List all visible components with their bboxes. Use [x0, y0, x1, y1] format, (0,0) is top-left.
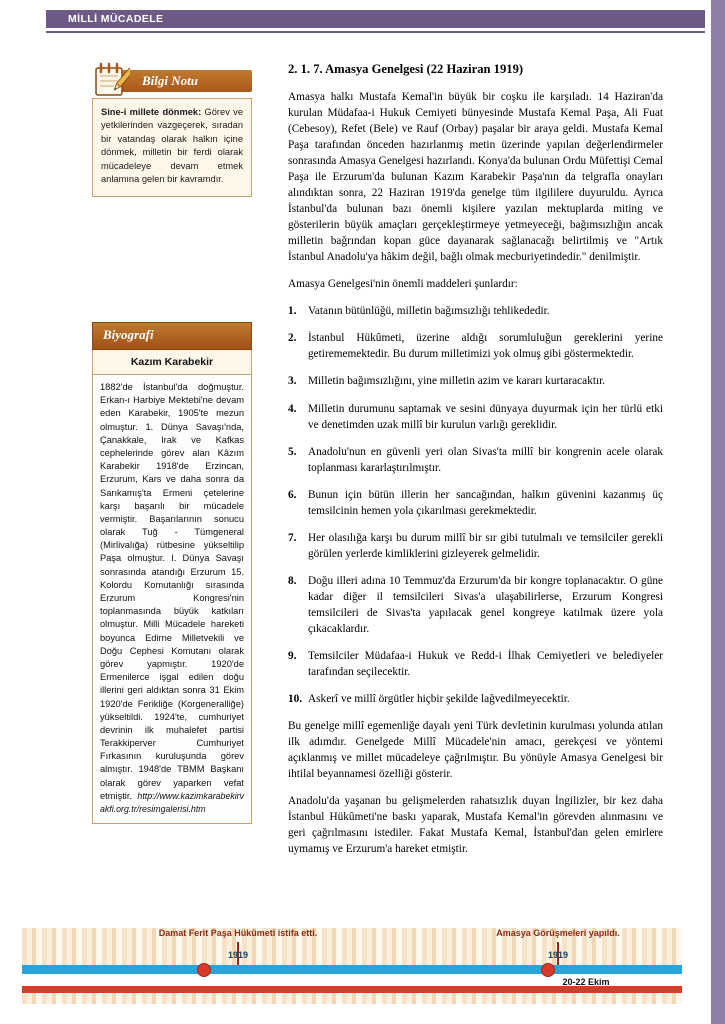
section-title: 2. 1. 7. Amasya Genelgesi (22 Haziran 1919) [288, 62, 524, 76]
notepad-pencil-icon [92, 62, 130, 98]
list-item-text: İstanbul Hükûmeti, üzerine aldığı sorumluluğun gereklerini yerine getirememektedir. Bu durum milletimizi yok olmuş gibi göstermektedir. [308, 332, 663, 361]
biyografi-box [92, 322, 252, 824]
biyografi-header [92, 322, 252, 350]
list-item [288, 303, 663, 319]
biyografi-body [92, 374, 252, 824]
list-item [288, 573, 663, 637]
timeline-event-label: Damat Ferit Paşa Hükûmeti istifa etti. [158, 928, 318, 938]
paragraph-2: Amasya Genelgesi'nin önemli maddeleri şunlardır: [288, 278, 518, 291]
biyografi-heading: Biyografi [103, 327, 154, 342]
timeline-event [0, 900, 725, 1024]
bilgi-notu-term: Sine-i millete dönmek: [101, 107, 202, 117]
bilgi-notu-text: Görev ve yetkilerinden vazgeçerek, sıradan bir vatandaş olarak halkın içine dönmek, milletin bir ferdi olarak mücadeleye devam etmek anlamına gelen bir kavramdır. [101, 107, 243, 185]
bilgi-notu-header [92, 62, 252, 98]
bilgi-notu-body [92, 98, 252, 197]
left-column [92, 62, 252, 197]
main-column [288, 62, 663, 868]
genelge-items-list [288, 303, 663, 707]
timeline-event-label: Amasya Görüşmeleri yapıldı. [496, 928, 620, 938]
paragraph-3: Bu genelge millî egemenliğe dayalı yeni Türk devletinin kurulması yolunda atılan ilk adımdır. Genelgede Millî Mücadele'nin amacı, gerekçesi ve yöntemi açıklanmış ve millet mücadeleye çağrılmıştır. Bu yönüyle Amasya Genelgesi bir ihtilal beyannamesi özelliği gösterir. [288, 719, 663, 781]
list-item-number: 3. [288, 375, 297, 388]
list-item [288, 373, 663, 389]
biyografi-person-name: Kazım Karabekir [92, 350, 252, 374]
list-item-number: 6. [288, 488, 297, 501]
list-item-text: Vatanın bütünlüğü, milletin bağımsızlığı tehlikededir. [308, 305, 550, 318]
list-item-text: Milletin durumunu saptamak ve sesini dünyaya duyurmak için her türlü etki ve denetimden uzak millî bir kurulun varlığı gereklidir. [308, 402, 663, 431]
timeline [0, 900, 725, 1024]
bilgi-notu-box [92, 62, 252, 197]
bilgi-notu-ribbon [122, 70, 252, 92]
list-item-number: 7. [288, 531, 297, 544]
list-item-text: Doğu illeri adına 10 Temmuz'da Erzurum'da bir kongre toplanacaktır. O güne kadar diğer il temsilcileri Sivas'a ulaşabilirlerse, Erzurum Kongresi temsilcileri de Sivas'ta yapılacak genel kongreye katılmak üzere yola çıkacaklardır. [308, 574, 663, 635]
paragraph-1: Amasya halkı Mustafa Kemal'in büyük bir coşku ile karşıladı. 14 Haziran'da kurulan Müdafaa-i Hukuk Cemiyeti bünyesinde Mustafa Kemal Paşa, Ali Fuat (Cebesoy), Refet (Bele) ve Rauf (Orbay) paşalar bir araya geldi. Mustafa Kemal Paşa tarafından önceden hazırlanmış metin üzerinde yapılan değerlendirmeler sonrasında Amasya Genelgesi hazırlandı. Konya'da bulunan Ordu Müfettişi Cemal Paşa ile Erzurum'da bulunan Kazım Karabekir Paşa'nın da telgrafla onayları alındıktan sonra, 22 Haziran 1919'da genelge tüm ilgililere duyuruldu. Ayrıca İstanbul'da bulunan bazı önemli kişilere yazılan mektuplarda miting ve gösterilerin büyük amaçları gerçekleştirmeye yetmeyeceği, bağımsızlığın ancak milletin bağrından kopan güce dayanarak sağlanacağı belirtilmiş ve "Artık İstanbul Anadolu'ya hâkim değil, bağlı olmak mecburiyetindedir." denilmiştir. [288, 91, 663, 264]
page-edge-purple [711, 0, 725, 1024]
header-rule [46, 31, 705, 33]
timeline-event-year: 1919 [227, 950, 249, 960]
list-item-number: 8. [288, 574, 297, 587]
timeline-event-year: 1919 [547, 950, 569, 960]
list-item [288, 648, 663, 680]
timeline-event-subtext: 20-22 Ekim [562, 977, 610, 987]
bilgi-notu-heading: Bilgi Notu [142, 73, 198, 88]
list-item [288, 530, 663, 562]
list-item-text: Bunun için bütün illerin her sancağından, halkın güvenini kazanmış üç temsilcinin hemen yola çıkarılması gerekmektedir. [308, 488, 663, 517]
paragraph-4: Anadolu'da yaşanan bu gelişmelerden rahatsızlık duyan İngilizler, bir kez daha İstanbul Hükûmeti'ne baskı yaparak, Mustafa Kemal'in görevden alınmasını ve geri çağrılmasını istediler. Fakat Mustafa Kemal, İstanbul'dan gelen emirlere uymamış ve Erzurum'a hareket etmiştir. [288, 795, 663, 856]
list-item-text: Milletin bağımsızlığını, yine milletin azim ve kararı kurtaracaktır. [308, 375, 606, 388]
list-item [288, 691, 663, 707]
list-item-number: 4. [288, 402, 297, 415]
list-item-text: Temsilciler Müdafaa-i Hukuk ve Redd-i İlhak Cemiyetleri ve belediyeler tarafından seçilecektir. [308, 649, 663, 678]
list-item-number: 2. [288, 332, 297, 345]
list-item-text: Askerî ve millî örgütler hiçbir şekilde lağvedilmeyecektir. [308, 692, 570, 705]
timeline-marker-dot [541, 963, 555, 977]
list-item-number: 1. [288, 305, 297, 318]
list-item-number: 10. [288, 692, 303, 705]
page-header [46, 10, 705, 28]
list-item-number: 9. [288, 649, 297, 662]
list-item [288, 444, 663, 476]
list-item-text: Her olasılığa karşı bu durum millî bir sır gibi tutulmalı ve temsilciler gerekli görülen yerlerde kimliklerini gizleyerek gelmelidir. [308, 531, 663, 560]
list-item-number: 5. [288, 445, 297, 458]
header-title: MİLLİ MÜCADELE [68, 13, 164, 25]
biyografi-source-url: http://www.kazimkarabekirvakfi.org.tr/resimgalerisi.htm [100, 790, 244, 814]
list-item [288, 487, 663, 519]
list-item [288, 401, 663, 433]
list-item [288, 330, 663, 362]
list-item-text: Anadolu'nun en güvenli yeri olan Sivas'ta millî bir kongrenin acele olarak toplanması kararlaştırılmıştır. [308, 445, 663, 474]
biyografi-text: 1882'de İstanbul'da doğmuştur. Erkan-ı Harbiye Mektebi'ne devam eden Karabekir, 1905'te mezun olmuştur. 1. Dünya Savaşı'nda, Çanakkale, Irak ve Kafkas cephelerinde görev alan Kâzım Karabekir 1918'de Erzincan, Erzurum, Kars ve daha sonra da Sarıkamış'ta Ermeni çetelerine karşı başarılı bir mücadele vermiştir. Başarılarının sonucu olarak Tuğ - Tümgeneral (Mirlivalığa) rütbesine yükseltilip Paşa olmuştur. I. Dünya Savaşı sonrasında atandığı Erzurum 15. Kolordu Komutanlığı sırasında Erzurum Kongresi'nin toplanmasında büyük katkıları olmuştur. Milli Mücadele hareketi boyunca Edirne Milletvekili ve Doğu Cephesi Komutanı olarak görev yapmıştır. 1920'de Ermenilerce işgal edilen doğu illerini geri aldıktan sonra 31 Ekim 1920'de Ferikliğe (Korgeneralliğe) yükseltildi. 1924'te, cumhuriyet devrinin ilk muhalefet partisi Terakkiperver Cumhuriyet Fırkasının kuruluşunda görev almıştır. 1948'de TBMM Başkanı olarak görev yaparken vefat etmiştir. [100, 382, 244, 801]
